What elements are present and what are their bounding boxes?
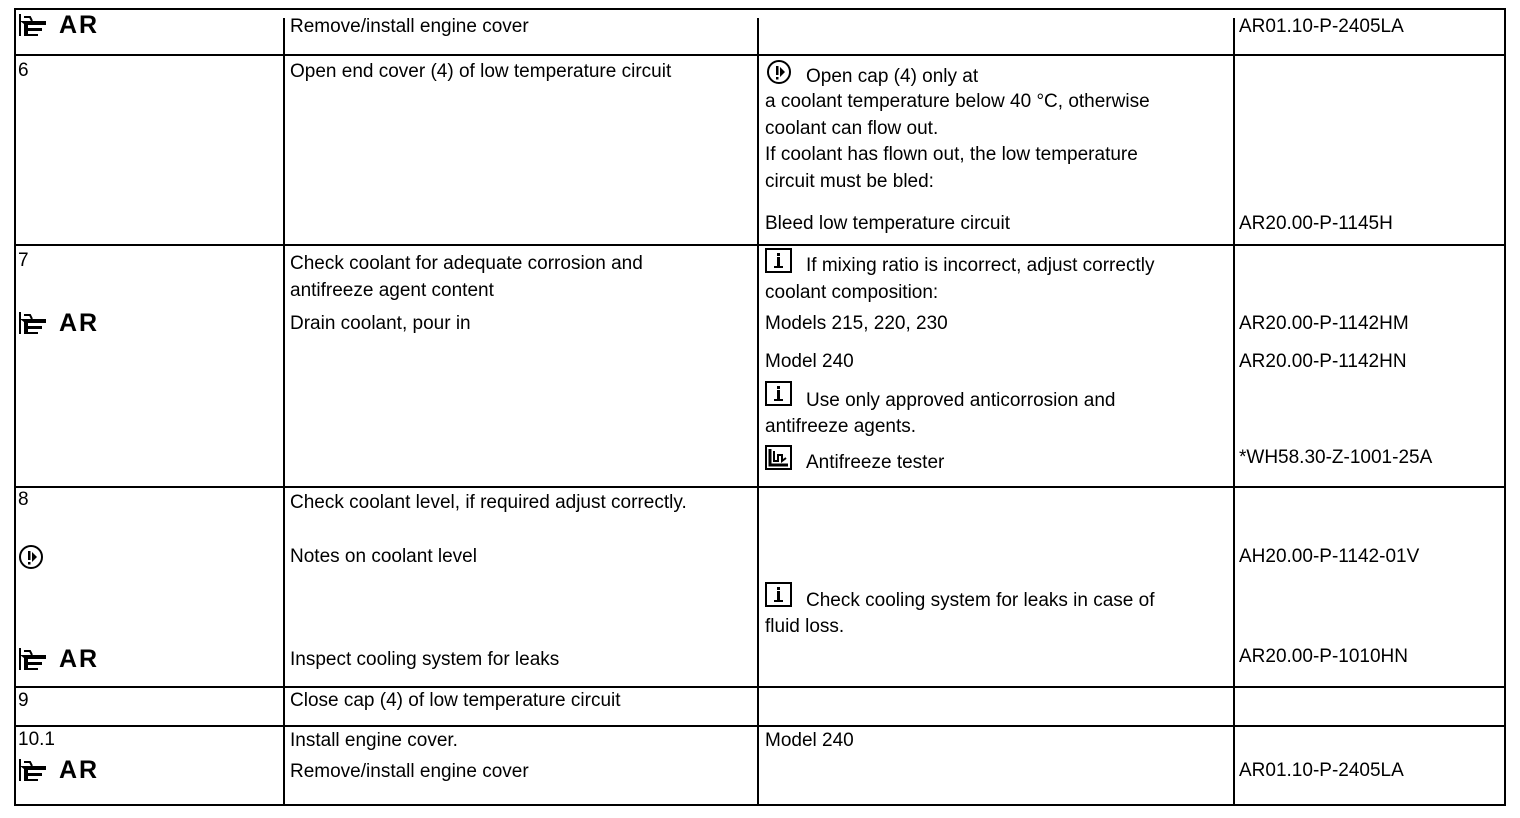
operation-text: Remove/install engine cover (290, 16, 529, 37)
table-border-bottom (14, 804, 1506, 806)
note-text: antifreeze agents. (765, 416, 917, 437)
document-reference-link[interactable]: AH20.00-P-1142-01V (1239, 546, 1420, 567)
document-reference-link[interactable]: AR01.10-P-2405LA (1239, 760, 1404, 781)
pointing-hand-icon (18, 12, 56, 38)
operation-text: Check coolant for adequate corrosion and antifreeze agent content (290, 253, 643, 301)
note-text: Model 240 (765, 730, 854, 751)
document-reference-link[interactable]: AR20.00-P-1010HN (1239, 646, 1408, 667)
ar-reference-marker[interactable] (18, 644, 99, 674)
document-reference-link[interactable]: AR20.00-P-1142HN (1239, 351, 1407, 372)
note-text: circuit must be bled: (765, 171, 934, 192)
note-text: Check cooling system for leaks in case of (806, 590, 1155, 611)
step-number: 8 (18, 489, 29, 510)
info-icon (765, 381, 793, 407)
operation-text: Install engine cover. (290, 730, 458, 751)
ar-reference-marker[interactable] (18, 755, 99, 785)
note-text: Model 240 (765, 351, 854, 372)
note-text: fluid loss. (765, 616, 845, 637)
document-reference-link[interactable]: AR01.10-P-2405LA (1239, 16, 1404, 37)
ar-reference-marker[interactable] (18, 10, 99, 40)
step-number: 10.1 (18, 729, 55, 750)
caution-icon (766, 59, 794, 85)
ar-label: AR (59, 11, 100, 39)
note-text: If coolant has flown out, the low temperature (765, 144, 1138, 165)
ar-label: AR (59, 309, 100, 337)
step-number: 6 (18, 60, 29, 81)
note-text: Bleed low temperature circuit (765, 213, 1010, 234)
document-reference-link[interactable]: AR20.00-P-1145H (1239, 213, 1393, 234)
row-divider (14, 54, 1506, 56)
operation-text: Remove/install engine cover (290, 761, 529, 782)
ar-label: AR (59, 645, 100, 673)
column-divider (283, 18, 285, 806)
row-divider (14, 486, 1506, 488)
operation-text: Inspect cooling system for leaks (290, 649, 560, 670)
pointing-hand-icon (18, 646, 56, 672)
note-text: Open cap (4) only at (806, 66, 979, 87)
ar-label: AR (59, 756, 100, 784)
operation-text: Drain coolant, pour in (290, 313, 471, 334)
document-reference-link[interactable]: *WH58.30-Z-1001-25A (1239, 447, 1433, 468)
note-text: Models 215, 220, 230 (765, 313, 948, 334)
note-text: coolant composition: (765, 282, 939, 303)
step-number: 7 (18, 250, 29, 271)
info-icon (765, 582, 793, 608)
column-divider (757, 18, 759, 806)
row-divider (14, 725, 1506, 727)
table-border-left (14, 8, 16, 806)
note-text: a coolant temperature below 40 °C, otherwise (765, 91, 1150, 112)
operation-text: Notes on coolant level (290, 546, 477, 567)
row-divider (14, 686, 1506, 688)
document-reference-link[interactable]: AR20.00-P-1142HM (1239, 313, 1409, 334)
column-divider (1233, 18, 1235, 806)
info-icon (765, 248, 793, 274)
note-text: Antifreeze tester (806, 452, 945, 473)
caution-icon (18, 544, 46, 570)
table-border-top (14, 8, 1506, 10)
step-number: 9 (18, 690, 29, 711)
row-divider (14, 244, 1506, 246)
special-tool-icon (765, 445, 793, 471)
table-border-right (1504, 8, 1506, 806)
note-text: Use only approved anticorrosion and (806, 390, 1116, 411)
ar-reference-marker[interactable] (18, 308, 99, 338)
note-text: coolant can flow out. (765, 118, 939, 139)
operation-text: Open end cover (4) of low temperature circuit (290, 61, 672, 82)
pointing-hand-icon (18, 757, 56, 783)
operation-text: Check coolant level, if required adjust correctly. (290, 492, 687, 513)
note-text: If mixing ratio is incorrect, adjust correctly (806, 255, 1155, 276)
operation-text: Close cap (4) of low temperature circuit (290, 690, 621, 711)
pointing-hand-icon (18, 310, 56, 336)
